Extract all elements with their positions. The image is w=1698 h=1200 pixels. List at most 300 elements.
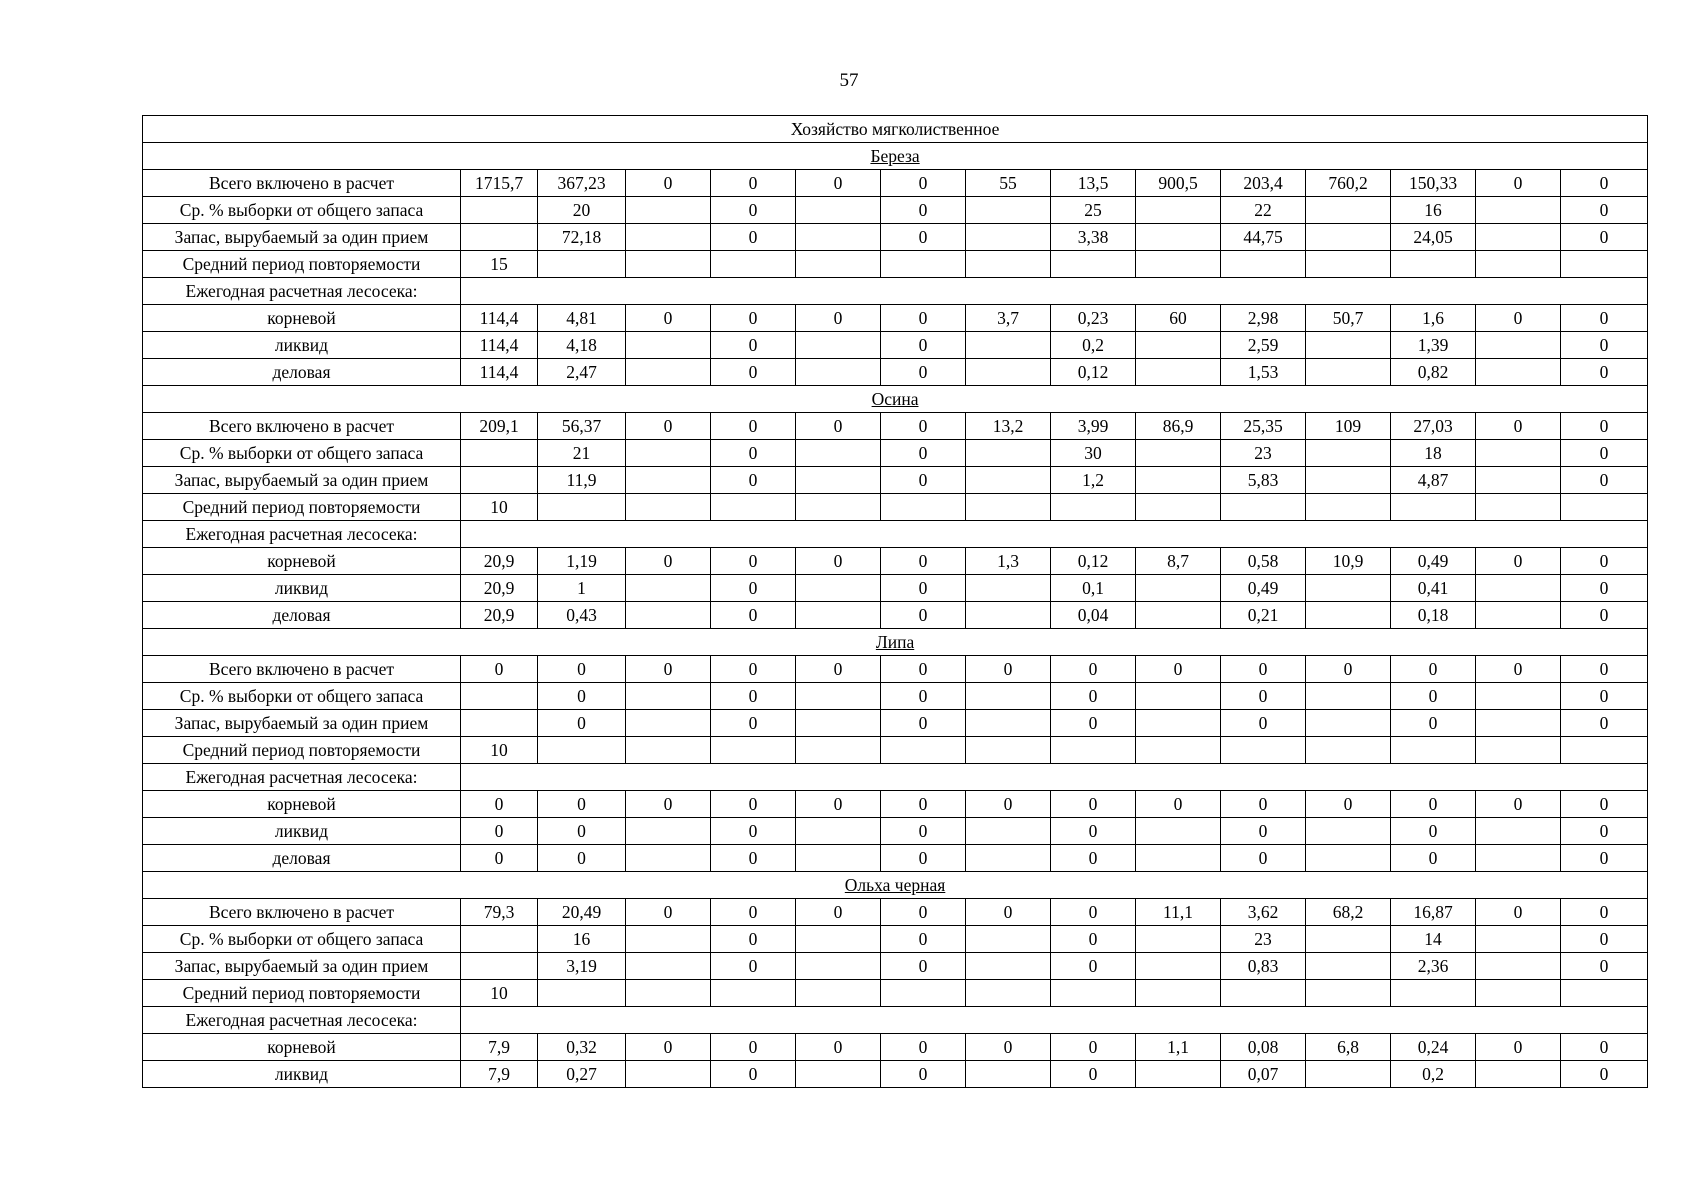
table-cell: 25,35 bbox=[1221, 413, 1306, 440]
table-row bbox=[143, 737, 1648, 764]
table-cell bbox=[1136, 440, 1221, 467]
row-label: Запас, вырубаемый за один прием bbox=[143, 953, 461, 980]
row-label: Всего включено в расчет bbox=[143, 170, 461, 197]
table-cell: 0 bbox=[711, 791, 796, 818]
table-cell: 0 bbox=[881, 197, 966, 224]
species-title bbox=[143, 872, 1648, 899]
table-cell: 0,83 bbox=[1221, 953, 1306, 980]
table-cell: 0 bbox=[626, 413, 711, 440]
table-cell: 0 bbox=[1561, 440, 1648, 467]
table-cell: 6,8 bbox=[1306, 1034, 1391, 1061]
table-cell: 0 bbox=[538, 710, 626, 737]
table-cell: 0 bbox=[881, 602, 966, 629]
table-row bbox=[143, 359, 1648, 386]
row-label: ликвид bbox=[143, 1061, 461, 1088]
table-cell: 0 bbox=[881, 359, 966, 386]
table-cell bbox=[1476, 575, 1561, 602]
species-row bbox=[143, 629, 1648, 656]
row-label: Средний период повторяемости bbox=[143, 494, 461, 521]
table-cell bbox=[626, 1061, 711, 1088]
table-row bbox=[143, 764, 1648, 791]
table-cell bbox=[626, 494, 711, 521]
row-label: Средний период повторяемости bbox=[143, 980, 461, 1007]
table-cell: 0 bbox=[796, 548, 881, 575]
table-cell: 203,4 bbox=[1221, 170, 1306, 197]
table-cell: 109 bbox=[1306, 413, 1391, 440]
table-cell bbox=[796, 197, 881, 224]
table-cell: 0 bbox=[881, 305, 966, 332]
table-cell: 10 bbox=[461, 737, 538, 764]
table-cell bbox=[711, 494, 796, 521]
table-cell: 0 bbox=[1561, 224, 1648, 251]
table-cell: 0 bbox=[626, 899, 711, 926]
table-cell bbox=[1306, 494, 1391, 521]
table-cell: 0 bbox=[1476, 548, 1561, 575]
table-cell: 4,18 bbox=[538, 332, 626, 359]
table-cell bbox=[1051, 494, 1136, 521]
table-cell: 0 bbox=[711, 845, 796, 872]
table-cell: 50,7 bbox=[1306, 305, 1391, 332]
table-cell: 0 bbox=[461, 656, 538, 683]
table-cell bbox=[1306, 602, 1391, 629]
table-cell: 0 bbox=[711, 710, 796, 737]
table-cell bbox=[1136, 1061, 1221, 1088]
table-cell bbox=[711, 251, 796, 278]
table-cell bbox=[966, 224, 1051, 251]
table-cell: 25 bbox=[1051, 197, 1136, 224]
table-cell bbox=[461, 683, 538, 710]
table-cell: 0 bbox=[1051, 926, 1136, 953]
table-cell: 2,98 bbox=[1221, 305, 1306, 332]
table-cell bbox=[966, 737, 1051, 764]
table-cell: 0,1 bbox=[1051, 575, 1136, 602]
table-cell: 0,41 bbox=[1391, 575, 1476, 602]
table-cell: 0 bbox=[626, 1034, 711, 1061]
species-title bbox=[143, 629, 1648, 656]
table-cell bbox=[626, 845, 711, 872]
table-cell bbox=[1051, 737, 1136, 764]
page-number: 57 bbox=[839, 70, 859, 91]
table-cell bbox=[881, 980, 966, 1007]
table-cell: 0 bbox=[626, 548, 711, 575]
table-cell bbox=[1306, 467, 1391, 494]
table-cell: 23 bbox=[1221, 440, 1306, 467]
table-cell: 0 bbox=[538, 845, 626, 872]
table-cell: 1,6 bbox=[1391, 305, 1476, 332]
table-cell: 0 bbox=[1561, 791, 1648, 818]
table-cell bbox=[461, 467, 538, 494]
table-cell bbox=[966, 953, 1051, 980]
table-cell: 0,21 bbox=[1221, 602, 1306, 629]
row-label: Ср. % выборки от общего запаса bbox=[143, 197, 461, 224]
table-row bbox=[143, 1061, 1648, 1088]
table-cell bbox=[796, 737, 881, 764]
table-cell bbox=[966, 494, 1051, 521]
table-cell: 1 bbox=[538, 575, 626, 602]
table-cell: 7,9 bbox=[461, 1034, 538, 1061]
table-row bbox=[143, 926, 1648, 953]
table-cell: 0 bbox=[711, 683, 796, 710]
table-row bbox=[143, 980, 1648, 1007]
table-row bbox=[143, 656, 1648, 683]
table-cell: 0 bbox=[711, 224, 796, 251]
table-row bbox=[143, 224, 1648, 251]
merged-empty-cell bbox=[461, 764, 1648, 791]
table-cell bbox=[1136, 251, 1221, 278]
table-cell bbox=[538, 494, 626, 521]
table-cell: 0 bbox=[626, 305, 711, 332]
table-cell: 8,7 bbox=[1136, 548, 1221, 575]
table-cell: 20 bbox=[538, 197, 626, 224]
table-cell bbox=[1136, 737, 1221, 764]
table-cell bbox=[626, 710, 711, 737]
table-cell bbox=[1136, 494, 1221, 521]
table-cell: 0 bbox=[1561, 926, 1648, 953]
table-cell: 0 bbox=[711, 413, 796, 440]
table-cell: 0 bbox=[1051, 791, 1136, 818]
table-cell: 21 bbox=[538, 440, 626, 467]
table-cell bbox=[796, 467, 881, 494]
table-cell bbox=[796, 359, 881, 386]
table-cell: 0 bbox=[711, 602, 796, 629]
row-label: корневой bbox=[143, 791, 461, 818]
table-row bbox=[143, 1007, 1648, 1034]
table-cell bbox=[881, 737, 966, 764]
table-cell: 0 bbox=[626, 791, 711, 818]
table-cell bbox=[1136, 845, 1221, 872]
table-cell bbox=[966, 602, 1051, 629]
table-cell: 30 bbox=[1051, 440, 1136, 467]
table-cell bbox=[1476, 710, 1561, 737]
table-cell: 0 bbox=[881, 845, 966, 872]
table-cell bbox=[1306, 440, 1391, 467]
table-row bbox=[143, 683, 1648, 710]
table-cell: 13,2 bbox=[966, 413, 1051, 440]
row-label: Ср. % выборки от общего запаса bbox=[143, 440, 461, 467]
table-row bbox=[143, 548, 1648, 575]
table-row bbox=[143, 791, 1648, 818]
table-cell bbox=[626, 197, 711, 224]
table-cell: 0 bbox=[1051, 1034, 1136, 1061]
table-cell bbox=[966, 980, 1051, 1007]
table-cell: 0 bbox=[966, 791, 1051, 818]
table-cell bbox=[1306, 1061, 1391, 1088]
table-row bbox=[143, 413, 1648, 440]
row-label: Запас, вырубаемый за один прием bbox=[143, 467, 461, 494]
table-cell: 0 bbox=[1561, 1061, 1648, 1088]
table-cell: 0,12 bbox=[1051, 548, 1136, 575]
table-cell: 0 bbox=[711, 440, 796, 467]
table-row bbox=[143, 899, 1648, 926]
table-cell: 0 bbox=[1476, 170, 1561, 197]
table-cell bbox=[1476, 845, 1561, 872]
allowable-cut-table bbox=[142, 115, 1648, 1088]
table-cell: 0 bbox=[881, 170, 966, 197]
table-cell bbox=[1561, 494, 1648, 521]
table-cell bbox=[1136, 224, 1221, 251]
table-cell: 0 bbox=[881, 818, 966, 845]
table-cell bbox=[538, 737, 626, 764]
table-row bbox=[143, 521, 1648, 548]
table-cell: 11,1 bbox=[1136, 899, 1221, 926]
table-row bbox=[143, 575, 1648, 602]
table-cell: 0 bbox=[1221, 656, 1306, 683]
table-cell: 72,18 bbox=[538, 224, 626, 251]
row-label: ликвид bbox=[143, 332, 461, 359]
table-cell: 0 bbox=[711, 575, 796, 602]
table-cell: 0 bbox=[1561, 953, 1648, 980]
species-title bbox=[143, 143, 1648, 170]
table-cell: 16,87 bbox=[1391, 899, 1476, 926]
row-label: корневой bbox=[143, 1034, 461, 1061]
row-label: Ежегодная расчетная лесосека: bbox=[143, 1007, 461, 1034]
table-cell bbox=[1221, 980, 1306, 1007]
table-cell: 20,9 bbox=[461, 548, 538, 575]
merged-empty-cell bbox=[461, 278, 1648, 305]
table-cell bbox=[796, 953, 881, 980]
table-cell: 1715,7 bbox=[461, 170, 538, 197]
table-cell bbox=[1306, 845, 1391, 872]
table-cell: 0,49 bbox=[1221, 575, 1306, 602]
table-cell bbox=[538, 251, 626, 278]
table-cell: 0 bbox=[881, 467, 966, 494]
species-row bbox=[143, 143, 1648, 170]
table-cell bbox=[1476, 440, 1561, 467]
table-cell: 3,7 bbox=[966, 305, 1051, 332]
table-row bbox=[143, 494, 1648, 521]
table-cell: 60 bbox=[1136, 305, 1221, 332]
table-cell bbox=[461, 710, 538, 737]
table-cell bbox=[1136, 332, 1221, 359]
table-cell: 209,1 bbox=[461, 413, 538, 440]
table-cell: 0 bbox=[1561, 332, 1648, 359]
table-cell bbox=[461, 197, 538, 224]
table-cell: 0 bbox=[1221, 683, 1306, 710]
table-cell: 0 bbox=[461, 845, 538, 872]
table-cell: 0 bbox=[1306, 656, 1391, 683]
table-row bbox=[143, 1034, 1648, 1061]
table-cell: 2,36 bbox=[1391, 953, 1476, 980]
table-cell bbox=[1136, 359, 1221, 386]
table-row bbox=[143, 845, 1648, 872]
row-label: Ср. % выборки от общего запаса bbox=[143, 683, 461, 710]
table-cell: 0 bbox=[881, 548, 966, 575]
table-cell: 0 bbox=[1561, 305, 1648, 332]
table-cell bbox=[1136, 602, 1221, 629]
table-cell: 0 bbox=[1561, 656, 1648, 683]
table-row bbox=[143, 602, 1648, 629]
table-cell bbox=[796, 251, 881, 278]
table-cell: 0,07 bbox=[1221, 1061, 1306, 1088]
table-cell: 1,19 bbox=[538, 548, 626, 575]
table-row bbox=[143, 170, 1648, 197]
table-cell: 0 bbox=[461, 818, 538, 845]
table-cell bbox=[1136, 467, 1221, 494]
table-cell bbox=[461, 440, 538, 467]
table-cell: 0,32 bbox=[538, 1034, 626, 1061]
table-cell: 0 bbox=[711, 332, 796, 359]
table-cell: 0 bbox=[881, 575, 966, 602]
table-cell: 0,43 bbox=[538, 602, 626, 629]
table-cell bbox=[1476, 953, 1561, 980]
table-cell: 0 bbox=[881, 656, 966, 683]
table-cell: 0 bbox=[711, 656, 796, 683]
table-cell: 0 bbox=[1476, 305, 1561, 332]
table-cell bbox=[1476, 197, 1561, 224]
table-cell: 0 bbox=[796, 1034, 881, 1061]
table-cell: 0 bbox=[626, 170, 711, 197]
table-cell bbox=[1561, 737, 1648, 764]
table-cell: 0 bbox=[1561, 1034, 1648, 1061]
table-cell bbox=[1306, 953, 1391, 980]
table-cell bbox=[966, 818, 1051, 845]
table-cell: 0 bbox=[1391, 818, 1476, 845]
table-cell bbox=[1306, 197, 1391, 224]
table-cell: 1,53 bbox=[1221, 359, 1306, 386]
table-cell bbox=[796, 710, 881, 737]
table-cell bbox=[1136, 197, 1221, 224]
table-cell: 0 bbox=[711, 899, 796, 926]
table-cell bbox=[1136, 575, 1221, 602]
table-cell: 16 bbox=[538, 926, 626, 953]
row-label: корневой bbox=[143, 548, 461, 575]
table-cell: 0 bbox=[881, 1034, 966, 1061]
table-cell bbox=[1391, 980, 1476, 1007]
table-cell: 44,75 bbox=[1221, 224, 1306, 251]
table-cell bbox=[881, 251, 966, 278]
table-cell: 0 bbox=[881, 413, 966, 440]
table-cell bbox=[1306, 926, 1391, 953]
table-cell: 0 bbox=[881, 710, 966, 737]
table-cell: 2,47 bbox=[538, 359, 626, 386]
table-cell bbox=[1306, 224, 1391, 251]
table-cell: 0 bbox=[796, 413, 881, 440]
table-cell: 0 bbox=[1476, 1034, 1561, 1061]
table-cell: 7,9 bbox=[461, 1061, 538, 1088]
table-row bbox=[143, 953, 1648, 980]
table-cell: 1,3 bbox=[966, 548, 1051, 575]
table-cell: 0,24 bbox=[1391, 1034, 1476, 1061]
table-cell: 2,59 bbox=[1221, 332, 1306, 359]
merged-empty-cell bbox=[461, 1007, 1648, 1034]
table-row bbox=[143, 440, 1648, 467]
table-cell: 0 bbox=[966, 656, 1051, 683]
table-cell: 0 bbox=[1561, 575, 1648, 602]
table-cell bbox=[1476, 683, 1561, 710]
table-cell: 0,2 bbox=[1391, 1061, 1476, 1088]
table-cell: 0 bbox=[796, 305, 881, 332]
table-cell bbox=[1476, 494, 1561, 521]
table-cell bbox=[796, 224, 881, 251]
table-cell: 0 bbox=[1561, 170, 1648, 197]
species-name: Береза bbox=[870, 146, 920, 166]
table-cell: 68,2 bbox=[1306, 899, 1391, 926]
table-cell bbox=[796, 440, 881, 467]
table-cell bbox=[966, 710, 1051, 737]
table-cell: 0 bbox=[1561, 710, 1648, 737]
table-cell bbox=[1306, 710, 1391, 737]
table-cell: 0 bbox=[1561, 845, 1648, 872]
table-cell: 0 bbox=[711, 305, 796, 332]
table-cell bbox=[711, 980, 796, 1007]
table-cell bbox=[626, 953, 711, 980]
row-label: Всего включено в расчет bbox=[143, 656, 461, 683]
table-cell: 0 bbox=[881, 440, 966, 467]
species-row bbox=[143, 386, 1648, 413]
table-cell: 1,1 bbox=[1136, 1034, 1221, 1061]
table-cell: 20,49 bbox=[538, 899, 626, 926]
table-cell: 0,23 bbox=[1051, 305, 1136, 332]
table-cell: 0 bbox=[711, 1061, 796, 1088]
table-cell bbox=[461, 224, 538, 251]
table-cell: 0 bbox=[1561, 683, 1648, 710]
table-cell bbox=[1306, 359, 1391, 386]
table-cell: 0,04 bbox=[1051, 602, 1136, 629]
table-row bbox=[143, 251, 1648, 278]
table-cell: 0 bbox=[1561, 413, 1648, 440]
row-label: ликвид bbox=[143, 575, 461, 602]
table-cell: 3,62 bbox=[1221, 899, 1306, 926]
table-cell: 55 bbox=[966, 170, 1051, 197]
table-cell: 0 bbox=[1561, 818, 1648, 845]
row-label: Всего включено в расчет bbox=[143, 899, 461, 926]
table-cell bbox=[626, 980, 711, 1007]
table-cell bbox=[1306, 737, 1391, 764]
species-row bbox=[143, 872, 1648, 899]
table-cell: 0 bbox=[1561, 899, 1648, 926]
table-cell: 3,19 bbox=[538, 953, 626, 980]
table-cell bbox=[966, 251, 1051, 278]
table-cell: 0,82 bbox=[1391, 359, 1476, 386]
table-row bbox=[143, 278, 1648, 305]
table-cell: 0 bbox=[1051, 710, 1136, 737]
table-cell: 0 bbox=[1051, 845, 1136, 872]
table-cell bbox=[1476, 818, 1561, 845]
row-label: Ср. % выборки от общего запаса bbox=[143, 926, 461, 953]
table-cell: 0 bbox=[711, 926, 796, 953]
table-cell: 27,03 bbox=[1391, 413, 1476, 440]
row-label: деловая bbox=[143, 602, 461, 629]
table-cell: 0 bbox=[1561, 602, 1648, 629]
table-cell bbox=[1476, 467, 1561, 494]
table-cell bbox=[796, 1061, 881, 1088]
table-cell bbox=[626, 359, 711, 386]
table-cell: 0 bbox=[1051, 656, 1136, 683]
table-row bbox=[143, 710, 1648, 737]
table-cell bbox=[1476, 1061, 1561, 1088]
table-cell bbox=[1306, 575, 1391, 602]
table-cell: 0 bbox=[881, 791, 966, 818]
table-cell: 0 bbox=[1476, 413, 1561, 440]
row-label: Средний период повторяемости bbox=[143, 251, 461, 278]
species-name: Липа bbox=[875, 632, 915, 652]
table-cell: 114,4 bbox=[461, 359, 538, 386]
table-cell: 3,99 bbox=[1051, 413, 1136, 440]
table-cell bbox=[626, 251, 711, 278]
table-cell: 0 bbox=[881, 683, 966, 710]
table-cell: 0 bbox=[711, 170, 796, 197]
table-cell: 0 bbox=[1391, 791, 1476, 818]
table-cell bbox=[1476, 359, 1561, 386]
table-cell: 0 bbox=[538, 818, 626, 845]
table-cell: 14 bbox=[1391, 926, 1476, 953]
table-cell: 0 bbox=[1051, 683, 1136, 710]
table-cell: 0 bbox=[1136, 656, 1221, 683]
table-cell: 0 bbox=[1391, 683, 1476, 710]
table-cell bbox=[461, 926, 538, 953]
table-cell bbox=[1306, 332, 1391, 359]
table-cell bbox=[966, 467, 1051, 494]
